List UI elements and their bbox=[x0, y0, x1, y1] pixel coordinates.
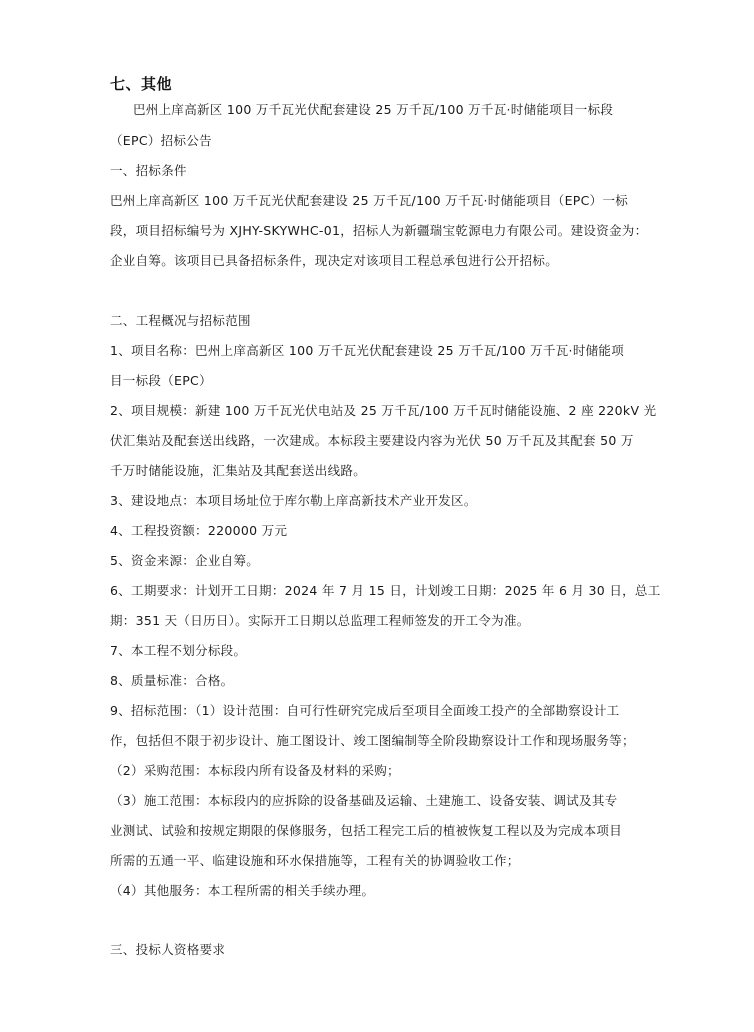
section-heading: 七、其他 bbox=[110, 75, 173, 93]
heading-project-overview: 二、工程概况与招标范围 bbox=[110, 313, 251, 328]
paragraph-line: 千万时储能设施，汇集站及其配套送出线路。 bbox=[110, 463, 367, 478]
paragraph-line: 9、招标范围：（1）设计范围：自可行性研究完成后至项目全面竣工投产的全部勘察设计工 bbox=[110, 703, 620, 718]
paragraph-line: 1、项目名称：巴州上庠高新区 100 万千瓦光伏配套建设 25 万千瓦/100 万千瓦·时储能项 bbox=[110, 343, 625, 358]
paragraph-line: 2、项目规模：新建 100 万千瓦光伏电站及 25 万千瓦/100 万千瓦时储能设施、2 座 220kV 光 bbox=[110, 403, 657, 418]
paragraph-line: 企业自筹。该项目已具备招标条件，现决定对该项目工程总承包进行公开招标。 bbox=[110, 253, 559, 268]
paragraph-line: 6、工期要求：计划开工日期：2024 年 7 月 15 日，计划竣工日期：2025 年 6 月 30 日，总工 bbox=[110, 583, 661, 598]
title-line-2: （EPC）招标公告 bbox=[110, 133, 212, 148]
paragraph-line: 5、资金来源：企业自筹。 bbox=[110, 553, 260, 568]
paragraph-line: 7、本工程不划分标段。 bbox=[110, 643, 247, 658]
paragraph-line: 3、建设地点：本项目场址位于库尔勒上庠高新技术产业开发区。 bbox=[110, 493, 477, 508]
paragraph-line: （2）采购范围：本标段内所有设备及材料的采购； bbox=[110, 763, 400, 778]
paragraph-line: 4、工程投资额：220000 万元 bbox=[110, 523, 288, 538]
paragraph-line: 期：351 天（日历日）。实际开工日期以总监理工程师签发的开工令为准。 bbox=[110, 613, 530, 628]
paragraph-line: 巴州上庠高新区 100 万千瓦光伏配套建设 25 万千瓦/100 万千瓦·时储能项目（EPC）一标 bbox=[110, 193, 629, 208]
paragraph-line: 8、质量标准：合格。 bbox=[110, 673, 234, 688]
paragraph-line: 业测试、试验和按规定期限的保修服务，包括工程完工后的植被恢复工程以及为完成本项目 bbox=[110, 823, 623, 838]
paragraph-line: 段，项目招标编号为 XJHY-SKYWHC-01，招标人为新疆瑞宝乾源电力有限公司。建设资金为： bbox=[110, 223, 648, 238]
paragraph-line: 目一标段（EPC） bbox=[110, 373, 212, 388]
paragraph-line: （3）施工范围：本标段内的应拆除的设备基础及运输、土建施工、设备安装、调试及其专 bbox=[110, 793, 618, 808]
paragraph-line: 伏汇集站及配套送出线路，一次建成。本标段主要建设内容为光伏 50 万千瓦及其配套 50 万 bbox=[110, 433, 634, 448]
paragraph-line: 作，包括但不限于初步设计、施工图设计、竣工图编制等全阶段勘察设计工作和现场服务等； bbox=[110, 733, 635, 748]
paragraph-line: （4）其他服务：本工程所需的相关手续办理。 bbox=[110, 883, 375, 898]
paragraph-line: 所需的五通一平、临建设施和环水保措施等，工程有关的协调验收工作； bbox=[110, 853, 520, 868]
heading-bidder-qualification: 三、投标人资格要求 bbox=[110, 942, 226, 957]
title-line-1: 巴州上庠高新区 100 万千瓦光伏配套建设 25 万千瓦/100 万千瓦·时储能项目一标段 bbox=[133, 102, 614, 117]
heading-tender-conditions: 一、招标条件 bbox=[110, 163, 187, 178]
